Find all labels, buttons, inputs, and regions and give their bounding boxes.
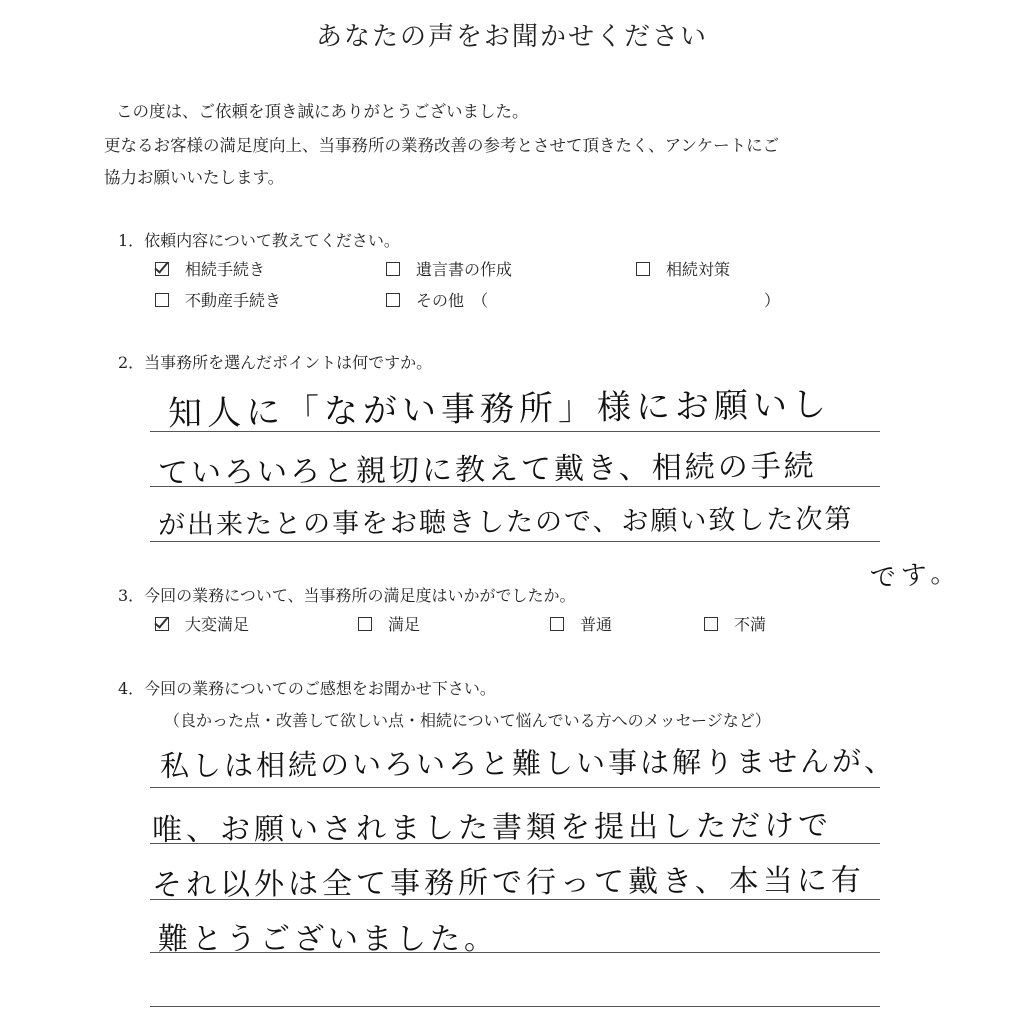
q3-option-label: 大変満足 xyxy=(185,615,250,634)
q1-option-label: 相続対策 xyxy=(666,260,731,279)
checkbox-icon[interactable] xyxy=(550,617,564,631)
q3-option-satisfied[interactable] xyxy=(358,612,420,635)
checkbox-icon[interactable] xyxy=(386,262,400,276)
intro-line-1: この度は、ご依頼を頂き誠にありがとうございました。 xyxy=(116,102,529,121)
checkbox-icon[interactable] xyxy=(704,617,718,631)
q2-label: 2．当事務所を選んだポイントは何ですか。 xyxy=(118,353,433,372)
q1-option-label: 不動産手続き xyxy=(185,291,282,310)
answer-line xyxy=(150,1006,880,1007)
q1-label: 1．依頼内容について教えてください。 xyxy=(118,231,400,250)
page-title: あなたの声をお聞かせください xyxy=(315,22,708,52)
q2-answer-line-1: 知人に「ながい事務所」様にお願いし xyxy=(167,384,832,434)
q4-answer-line-3: それ以外は全て事務所で行って戴き、本当に有 xyxy=(151,863,865,903)
intro-line-3: 協力お願いいたします。 xyxy=(104,168,285,187)
q3-option-label: 不満 xyxy=(734,615,767,634)
q4-answer-line-1: 私しは相続のいろいろと難しい事は解りませんが、 xyxy=(159,743,897,783)
answer-line xyxy=(150,541,880,542)
q1-option-will[interactable] xyxy=(386,257,512,280)
q1-option-inheritance[interactable] xyxy=(155,257,265,280)
q1-option-planning[interactable] xyxy=(636,257,730,280)
checkbox-checked-icon[interactable] xyxy=(155,262,169,276)
q3-option-label: 普通 xyxy=(580,615,613,634)
q4-answer-line-4: 難とうございました。 xyxy=(158,922,498,957)
checkbox-icon[interactable] xyxy=(386,293,400,307)
answer-line xyxy=(150,787,880,788)
q2-answer-line-4: です。 xyxy=(869,557,962,594)
q3-label: 3．今回の業務について、当事務所の満足度はいかがでしたか。 xyxy=(118,586,576,605)
q1-option-label: その他 （ xyxy=(416,291,489,310)
checkbox-icon[interactable] xyxy=(636,262,650,276)
q2-answer-line-2: ていろいろと親切に教えて戴き、相続の手続 xyxy=(157,449,817,491)
q4-answer-line-2: 唯、お願いされました書類を提出しただけで xyxy=(151,808,833,848)
q1-option-label: 遺言書の作成 xyxy=(416,260,513,279)
q1-option-real-estate[interactable] xyxy=(155,288,281,311)
q4-sublabel: （良かった点・改善して欲しい点・相続について悩んでいる方へのメッセージなど） xyxy=(164,711,771,730)
q1-other-close-paren: ） xyxy=(764,291,781,310)
q1-option-other[interactable] xyxy=(386,288,488,311)
q1-option-label: 相続手続き xyxy=(185,260,266,279)
intro-line-2: 更なるお客様の満足度向上、当事務所の業務改善の参考とさせて頂きたく、アンケートにご xyxy=(104,136,780,155)
q4-label: 4．今回の業務についてのご感想をお聞かせ下さい。 xyxy=(118,679,496,698)
q3-option-neutral[interactable] xyxy=(550,612,612,635)
checkbox-icon[interactable] xyxy=(358,617,372,631)
q3-option-very-satisfied[interactable] xyxy=(155,612,249,635)
checkbox-checked-icon[interactable] xyxy=(155,617,169,631)
q2-answer-line-3: が出来たとの事をお聴きしたので、お願い致した次第 xyxy=(157,503,854,541)
q3-option-label: 満足 xyxy=(388,615,421,634)
q3-option-dissatisfied[interactable] xyxy=(704,612,766,635)
checkbox-icon[interactable] xyxy=(155,293,169,307)
